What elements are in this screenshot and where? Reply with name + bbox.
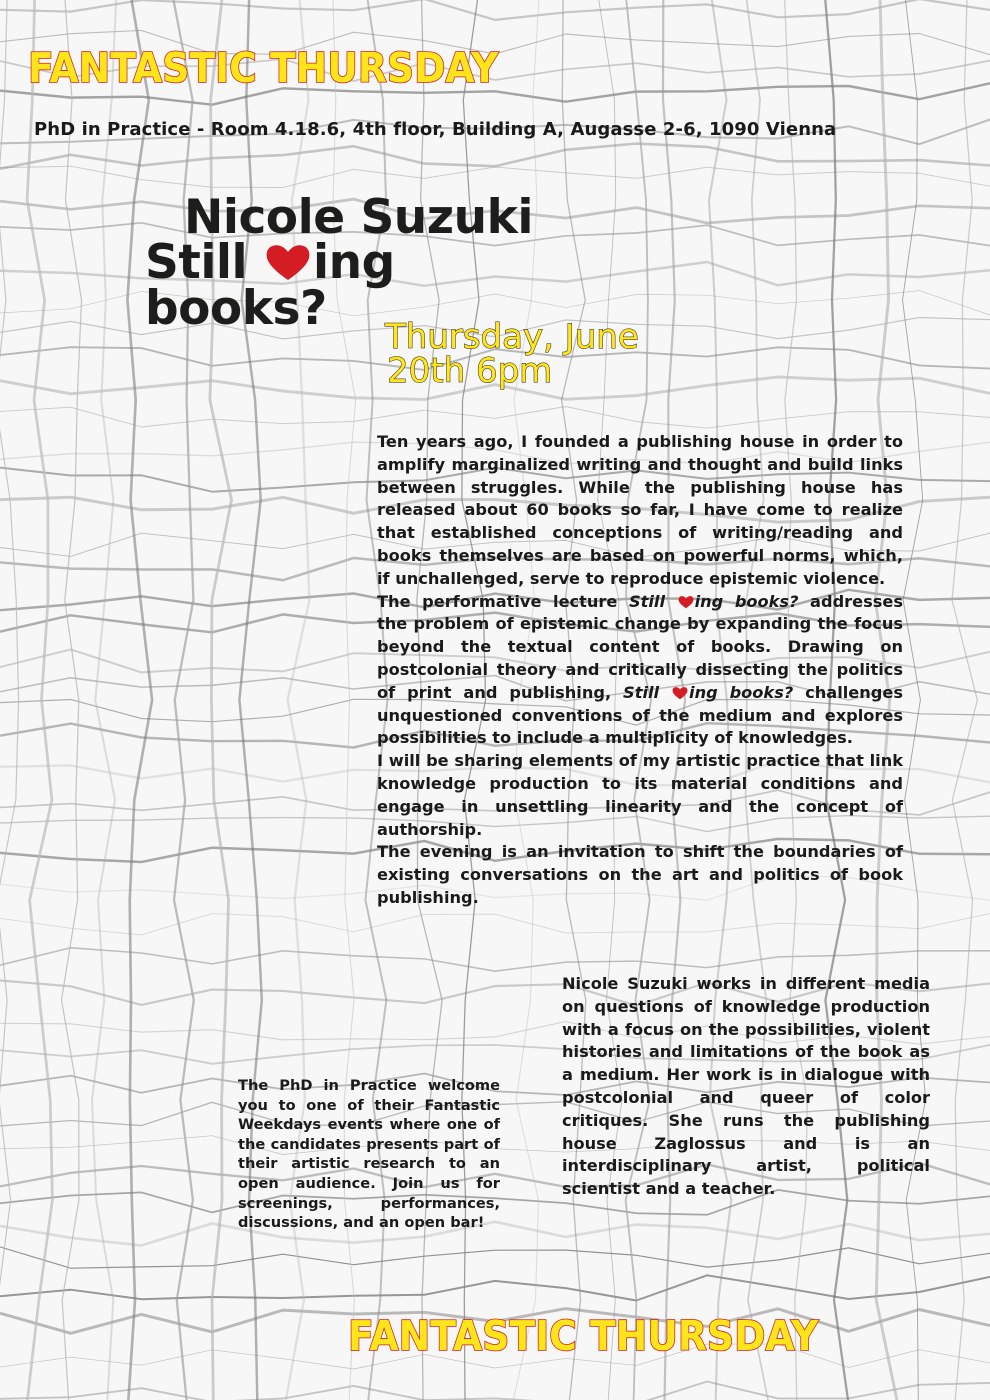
welcome-paragraph: The PhD in Practice welcome you to one of their Fantastic Weekdays events where one of the candidates presents part of their artistic research to an open audience. Join us for screenings, performances, discussions, and an open bar! [238,1077,500,1232]
inline-title-2-b: ing books? [689,682,794,702]
event-location: PhD in Practice - Room 4.18.6, 4th floor, Building A, Augasse 2-6, 1090 Vienna [34,119,837,140]
welcome-note [238,1076,500,1233]
description-paragraph-3: I will be sharing elements of my artistic practice that link knowledge production to its material conditions and engage in unsettling linearity and the concept of authorship. [377,751,903,839]
lecture-title-line2: books? [145,281,327,336]
inline-title-1-a: Still [628,591,677,611]
heart-icon [677,595,695,609]
lecture-title-line1 [145,235,395,290]
title-text-before: Still [145,235,264,290]
inline-title-2 [623,683,793,702]
speaker-name: Nicole Suzuki [184,190,533,245]
para2-middle: addresses the problem of epistemic change by expanding the focus beyond the textual content of books. Drawing on postcolonial theory and critically dissecting the politics of print and publishing, [377,591,903,702]
para2-intro: The performative lecture [377,591,629,611]
description-paragraph-4: The evening is an invitation to shift the boundaries of existing conversations on the art and politics of book publishing. [377,842,903,907]
inline-title-2-a: Still [623,682,672,702]
heart-icon [263,242,313,282]
speaker-bio [562,973,930,1201]
description-paragraph-1: Ten years ago, I founded a publishing house in order to amplify marginalized writing and thought and build links between struggles. While the publishing house has released about 60 books so far, I have come to realize that established conceptions of writing/reading and books themselves are based on powerful norms, which, if unchallenged, serve to reproduce epistemic violence. [377,432,903,588]
lecture-description [377,431,903,910]
event-date [385,317,639,391]
heart-icon [671,686,689,700]
description-paragraph-2 [377,591,903,751]
event-date-line1: Thursday, June [385,317,639,357]
title-text-after: ing [313,235,395,290]
banner-bottom: FANTASTIC THURSDAY [348,1312,819,1360]
bio-paragraph: Nicole Suzuki works in different media on questions of knowledge production with a focus on the possibilities, violent histories and limitations of the book as a medium. Her work is in dialogue with postcolonial and queer of color critiques. She runs the publishing house Zaglossus and is an interdisciplinary artist, political scientist and a teacher. [562,974,930,1199]
para2-end: challenges unquestioned conventions of the medium and explores possibilities to include a multiplicity of knowledges. [377,682,904,748]
event-date-line2: 20th 6pm [387,351,553,391]
banner-top: FANTASTIC THURSDAY [28,44,499,92]
inline-title-1-b: ing books? [694,591,799,611]
inline-title-1 [629,592,799,611]
